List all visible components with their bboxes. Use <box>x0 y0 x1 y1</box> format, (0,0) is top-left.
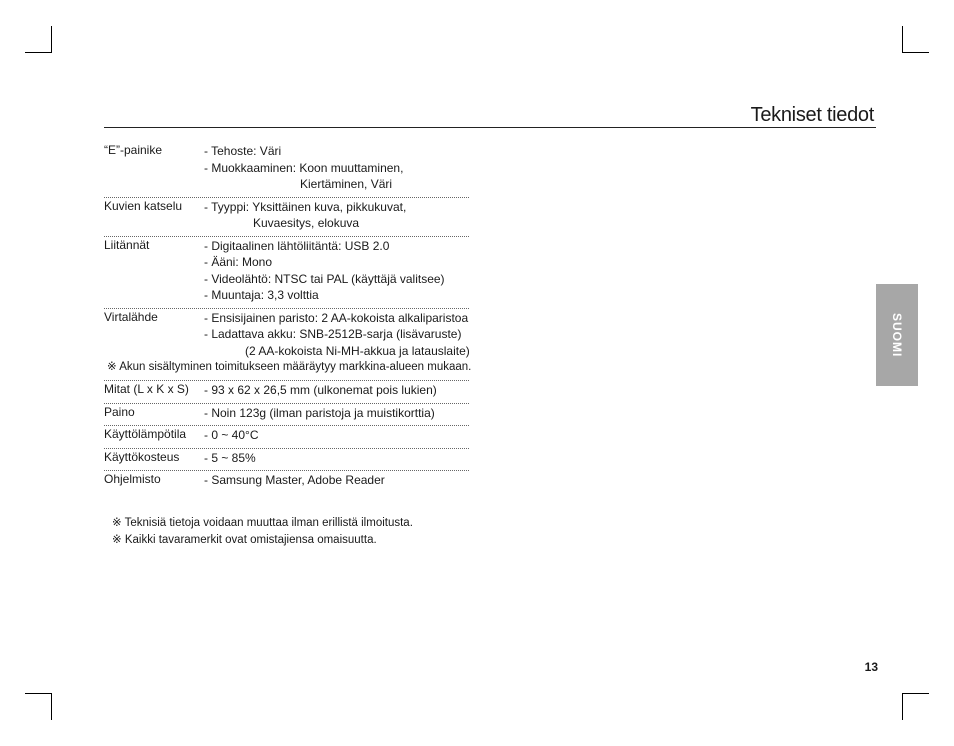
spec-value: - Noin 123g (ilman paristoja ja muistikorttia) <box>204 405 435 420</box>
crop-mark-top-left-h <box>25 52 52 53</box>
crop-mark-bottom-left-h <box>25 693 52 694</box>
spec-label: Käyttökosteus <box>104 449 180 464</box>
spec-table <box>104 142 472 493</box>
language-tab-label: SUOMI <box>890 312 904 358</box>
crop-mark-top-left-v <box>51 26 52 53</box>
spec-value: - Ääni: Mono <box>204 255 273 269</box>
spec-value: - 0 ~ 40°C <box>204 428 259 442</box>
footnote: ※ Teknisiä tietoja voidaan muuttaa ilman erillistä ilmoitusta. <box>112 517 413 529</box>
crop-mark-bottom-left-v <box>51 693 52 720</box>
spec-row-operating-temperature <box>104 426 469 449</box>
spec-label: Ohjelmisto <box>104 472 161 486</box>
spec-row-operating-humidity <box>104 449 469 472</box>
spec-value: - Muokkaaminen: Koon muuttaminen, <box>204 160 404 175</box>
spec-row-interfaces <box>104 237 469 309</box>
spec-row-e-button <box>104 142 469 198</box>
page-title: Tekniset tiedot <box>750 104 874 126</box>
spec-label: Kuvien katselu <box>104 198 183 213</box>
language-tab <box>876 284 918 386</box>
spec-value: - Tyyppi: Yksittäinen kuva, pikkukuvat, <box>204 199 407 214</box>
spec-value: - Ladattava akku: SNB-2512B-sarja (lisävaruste) <box>204 327 462 341</box>
crop-mark-top-right-h <box>902 52 929 53</box>
page-number: 13 <box>864 660 878 674</box>
spec-row-software <box>104 471 469 493</box>
spec-value: - Videolähtö: NTSC tai PAL (käyttäjä valitsee) <box>204 271 445 286</box>
spec-value: - Samsung Master, Adobe Reader <box>204 473 385 487</box>
spec-row-dimensions <box>104 381 469 404</box>
spec-label: Paino <box>104 404 135 419</box>
spec-value: - Tehoste: Väri <box>204 144 282 158</box>
spec-label: Käyttölämpötila <box>104 427 187 441</box>
crop-mark-bottom-right-v <box>902 693 903 720</box>
crop-mark-top-right-v <box>902 26 903 53</box>
footnote: ※ Kaikki tavaramerkit ovat omistajiensa omaisuutta. <box>112 534 377 546</box>
spec-value: - Digitaalinen lähtöliitäntä: USB 2.0 <box>204 238 390 253</box>
spec-row-weight <box>104 404 469 427</box>
spec-row-power <box>104 309 472 382</box>
spec-label: Mitat (L x K x S) <box>104 382 189 396</box>
spec-label: Liitännät <box>104 237 150 252</box>
spec-value: Kuvaesitys, elokuva <box>253 216 360 230</box>
spec-value: - 93 x 62 x 26,5 mm (ulkonemat pois lukien) <box>204 383 437 397</box>
spec-row-playback <box>104 198 469 237</box>
spec-label: “E”-painike <box>104 143 163 157</box>
crop-mark-bottom-right-h <box>902 693 929 694</box>
spec-value: - 5 ~ 85% <box>204 450 256 465</box>
title-divider <box>104 127 876 128</box>
spec-value: - Ensisijainen paristo: 2 AA-kokoista alkaliparistoa <box>204 310 469 325</box>
spec-note: ※ Akun sisältyminen toimitukseen määräytyy markkina-alueen mukaan. <box>107 361 472 373</box>
footnotes <box>112 515 413 549</box>
spec-value: Kiertäminen, Väri <box>300 177 393 191</box>
spec-value: (2 AA-kokoista Ni-MH-akkua ja latauslaite) <box>245 343 470 358</box>
spec-value: - Muuntaja: 3,3 volttia <box>204 288 319 302</box>
spec-label: Virtalähde <box>104 309 158 324</box>
